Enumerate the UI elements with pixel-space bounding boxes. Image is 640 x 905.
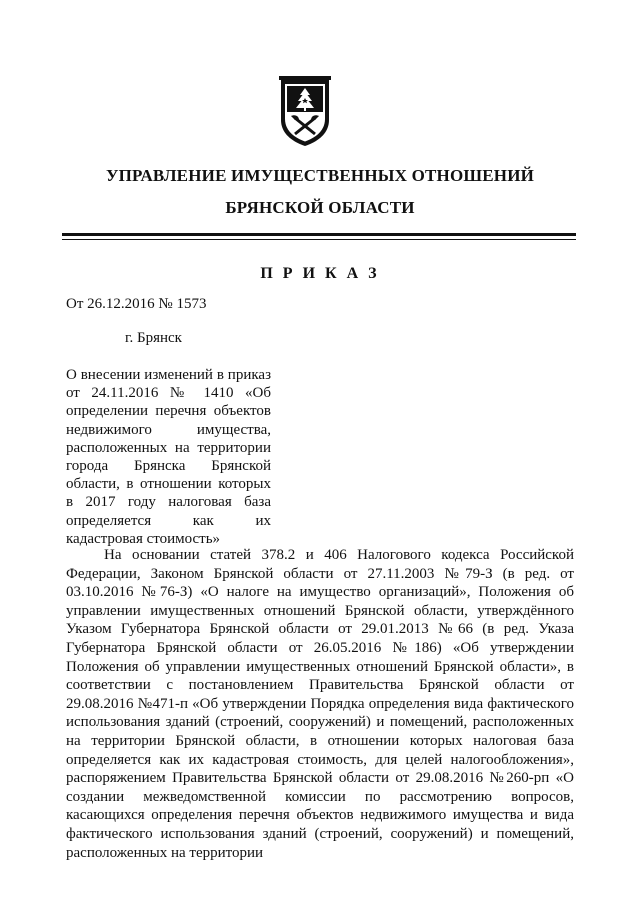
document-body: На основании статей 378.2 и 406 Налогового кодекса Российской Федерации, Законом Брянской области от 27.11.2003 №79-З (в ред. от 03.10.2016 №76-З) «О налоге на имущество организаций», Положения об управлении имущественных отношений Брянской области, утверждённого Указом Губернатора Брянской области от 29.01.2013 №66 (в ред. Указа Губернатора Брянской области от 26.05.2016 №186) «Об утверждении Положения об управлении имущественных отношений Брянской области», в соответствии с постановлением Правительства Брянской области от 29.08.2016 №471-п «Об утверждении Порядка определения вида фактического использования зданий (строений, сооружений) и помещений, расположенных на территории Брянской области, в отношении которых налоговая база определяется как их кадастровая стоимость, для целей налогообложения», распоряжением Правительства Брянской области от 29.08.2016 №260-рп «О создании межведомственной комиссии по рассмотрению вопросов, касающихся определения перечня объектов недвижимого имущества и вида фактического использования зданий (строений, сооружений) и помещений, расположенных на территории [66, 547, 574, 861]
document-subject: О внесении изменений в приказ от 24.11.2016 № 1410 «Об определении перечня объектов недвижимого имущества, расположенных на территории города Брянска Брянской области, в отношении которых в 2017 году налоговая база определяется как их кадастровая стоимость» [66, 367, 271, 547]
document-city: г. Брянск [125, 330, 182, 346]
coat-of-arms-icon [277, 76, 333, 148]
header-rule-thin [62, 239, 576, 240]
document-date-number: От 26.12.2016 № 1573 [66, 296, 207, 312]
organization-name-line2: БРЯНСКОЙ ОБЛАСТИ [225, 198, 415, 217]
header-rule-thick [62, 233, 576, 236]
organization-name-line1: УПРАВЛЕНИЕ ИМУЩЕСТВЕННЫХ ОТНОШЕНИЙ [105, 166, 535, 185]
document-title: П Р И К А З [260, 265, 380, 282]
